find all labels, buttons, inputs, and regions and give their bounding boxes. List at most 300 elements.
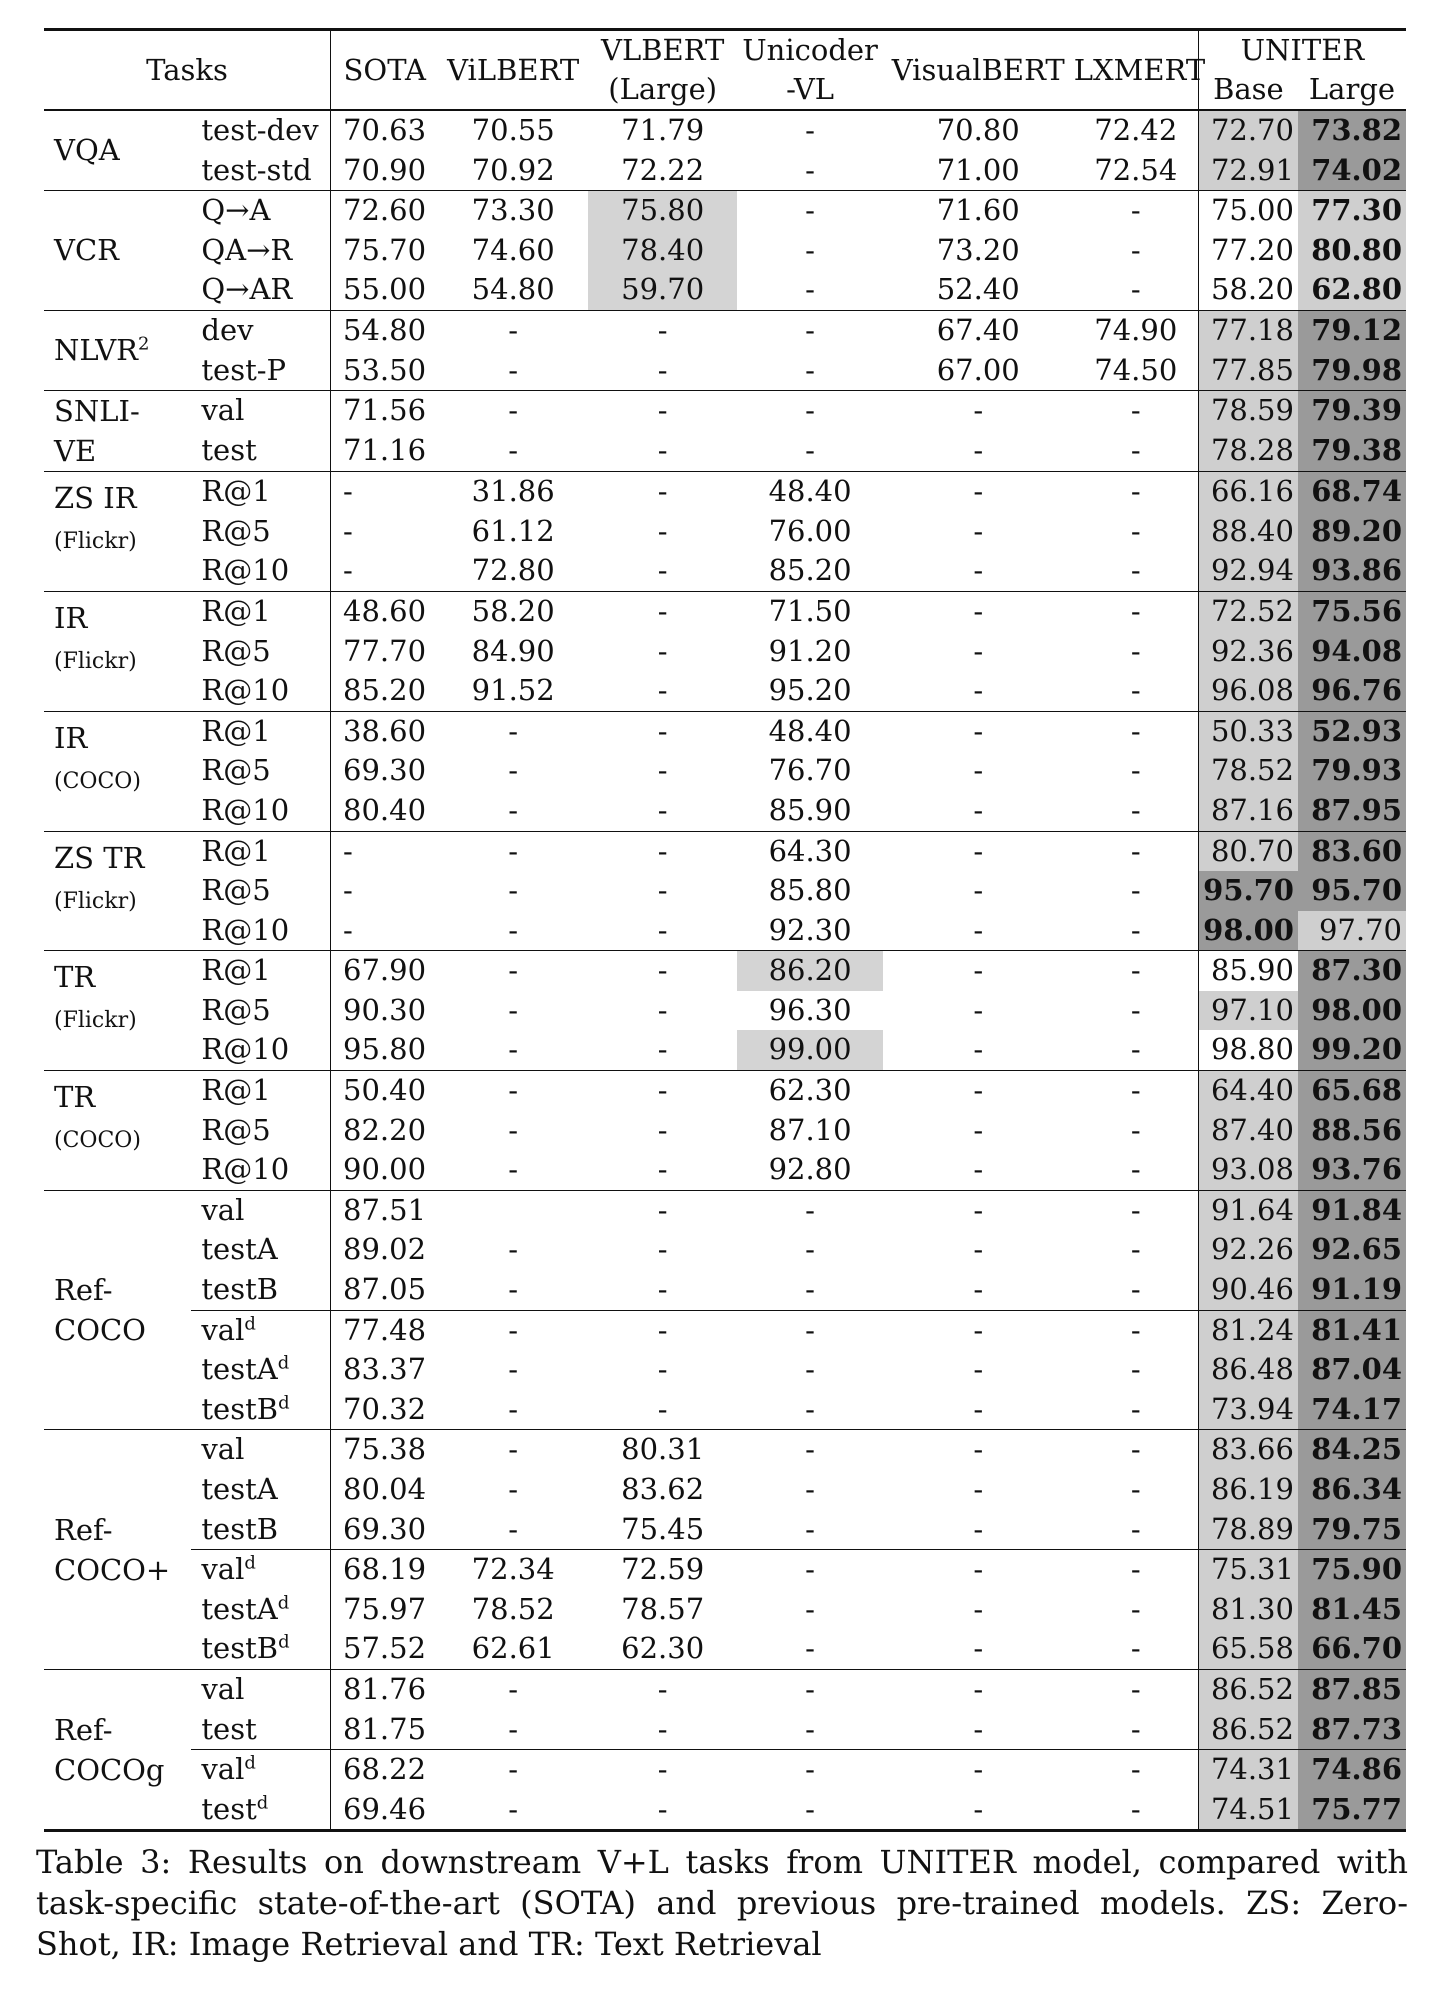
subtask-label: [191, 632, 330, 672]
cell-visualbert: -: [883, 1669, 1074, 1709]
cell-lxmert: -: [1130, 1272, 1141, 1307]
task-name: ZS TR: [54, 840, 145, 875]
cell-vlbert: -: [588, 1071, 737, 1111]
subtask-name: R@5: [201, 753, 271, 788]
cell-visualbert: -: [883, 1790, 1074, 1831]
cell-vlbert: -: [657, 792, 668, 827]
subtask-name: dev: [201, 312, 254, 347]
table-row: [44, 191, 1406, 231]
table-row: [44, 391, 1406, 432]
cell-lxmert: -: [1130, 792, 1141, 827]
cell-lxmert: -: [1130, 753, 1141, 788]
subtask-name: R@10: [201, 912, 290, 947]
cell-unicoder: -: [805, 1631, 815, 1666]
cell-visualbert: -: [883, 391, 1074, 432]
cell-uniter-large: 87.95: [1298, 791, 1406, 831]
table-row: [44, 751, 1406, 791]
cell-sota: 68.22: [331, 1750, 439, 1790]
task-label: [44, 472, 191, 592]
task-name-line2: COCO+: [54, 1552, 171, 1587]
cell-lxmert: -: [1074, 1430, 1199, 1470]
cell-unicoder: 85.20: [768, 553, 852, 588]
cell-sota: 67.90: [331, 951, 439, 991]
cell-visualbert: -: [883, 591, 1074, 631]
cell-unicoder: -: [737, 1430, 882, 1470]
table-row: [44, 791, 1406, 831]
cell-uniter-base: 75.31: [1198, 1550, 1298, 1590]
cell-lxmert: 72.42: [1074, 110, 1199, 151]
cell-uniter-large: 68.74: [1298, 472, 1406, 512]
subtask-name: test-dev: [201, 113, 319, 147]
cell-vlbert: 59.70: [588, 270, 737, 310]
cell-visualbert: -: [973, 673, 984, 708]
cell-uniter-large: 79.39: [1298, 391, 1406, 432]
cell-sota: -: [331, 831, 439, 871]
cell-vilbert: -: [508, 912, 519, 947]
cell-vlbert: -: [588, 310, 737, 350]
subtask-name: testB: [201, 1511, 279, 1546]
cell-vlbert: -: [657, 433, 668, 468]
cell-uniter-base: 86.19: [1198, 1470, 1298, 1510]
cell-uniter-large: 95.70: [1298, 871, 1406, 911]
cell-vlbert: -: [588, 1669, 737, 1709]
subtask-superscript: d: [244, 1312, 256, 1334]
cell-vlbert: 75.45: [621, 1511, 705, 1546]
cell-uniter-large: 86.34: [1298, 1470, 1406, 1510]
table-row: [44, 1270, 1406, 1310]
cell-visualbert: -: [883, 1190, 1074, 1230]
subtask-name: test-std: [201, 152, 312, 187]
cell-lxmert: -: [1130, 1032, 1141, 1067]
cell-vlbert: -: [657, 513, 668, 548]
cell-vilbert: 74.60: [471, 232, 555, 267]
cell-vilbert: -: [438, 1071, 587, 1111]
cell-vilbert: [438, 1190, 587, 1230]
table-row: [44, 591, 1406, 631]
subtask-name: R@5: [201, 513, 271, 548]
cell-sota: 70.32: [331, 1390, 439, 1430]
header-sota: SOTA: [331, 30, 439, 111]
subtask-superscript: d: [277, 1352, 290, 1374]
subtask-label: [191, 151, 330, 191]
subtask-label: [191, 472, 330, 512]
cell-sota: 75.97: [331, 1590, 439, 1630]
cell-sota: -: [331, 551, 439, 591]
subtask-name: R@1: [201, 474, 271, 509]
task-name-line2: COCO: [54, 1313, 146, 1348]
cell-visualbert: -: [973, 753, 984, 788]
subtask-label: [191, 1390, 330, 1430]
cell-lxmert: -: [1074, 711, 1199, 751]
cell-vlbert: -: [588, 591, 737, 631]
cell-uniter-base: 78.28: [1198, 431, 1298, 472]
cell-visualbert: 70.80: [883, 110, 1074, 151]
table-row: [44, 632, 1406, 672]
cell-uniter-base: 81.30: [1198, 1590, 1298, 1630]
cell-uniter-base: 91.64: [1198, 1190, 1298, 1230]
table-row: [44, 512, 1406, 552]
task-label: [44, 310, 191, 390]
table-row: [44, 1470, 1406, 1510]
cell-lxmert: -: [1130, 272, 1141, 307]
subtask-label: [191, 110, 330, 151]
cell-vilbert: 70.92: [471, 152, 555, 187]
cell-lxmert: -: [1074, 1310, 1199, 1350]
cell-lxmert: 74.50: [1094, 352, 1178, 387]
cell-vlbert: -: [588, 1190, 737, 1230]
cell-visualbert: 73.20: [936, 232, 1020, 267]
cell-vilbert: -: [438, 310, 587, 350]
cell-sota: 80.40: [331, 791, 439, 831]
cell-sota: 50.40: [331, 1071, 439, 1111]
cell-unicoder: 85.80: [768, 873, 852, 908]
subtask-label: [191, 1150, 330, 1190]
cell-visualbert: -: [883, 1430, 1074, 1470]
task-name: TR: [54, 1080, 96, 1115]
subtask-name: val: [201, 1312, 245, 1347]
task-name-line2: COCOg: [54, 1752, 165, 1787]
cell-sota: 83.37: [331, 1350, 439, 1390]
subtask-label: [191, 1111, 330, 1151]
subtask-label: [191, 551, 330, 591]
cell-vilbert: -: [508, 753, 519, 788]
task-dataset: (Flickr): [54, 1008, 137, 1034]
table-row: [44, 871, 1406, 911]
cell-unicoder: 62.30: [737, 1071, 882, 1111]
results-table: [44, 28, 1406, 1832]
cell-vilbert: 70.55: [438, 110, 587, 151]
table-row: [44, 991, 1406, 1031]
cell-uniter-large: 79.93: [1298, 751, 1406, 791]
table-row: [44, 1230, 1406, 1270]
cell-uniter-large: 88.56: [1298, 1111, 1406, 1151]
cell-lxmert: -: [1130, 633, 1141, 668]
cell-sota: 68.19: [331, 1550, 439, 1590]
cell-lxmert: -: [1130, 553, 1141, 588]
cell-visualbert: -: [973, 1272, 984, 1307]
cell-vilbert: -: [438, 391, 587, 432]
task-label: [44, 831, 191, 951]
cell-visualbert: 52.40: [936, 272, 1020, 307]
subtask-name: R@10: [201, 792, 290, 827]
task-name: VCR: [54, 232, 119, 267]
subtask-name: test: [201, 1711, 257, 1746]
cell-uniter-base: 77.20: [1198, 231, 1298, 271]
cell-vlbert: -: [657, 1152, 668, 1187]
cell-uniter-large: 87.04: [1298, 1350, 1406, 1390]
cell-lxmert: -: [1130, 1112, 1141, 1147]
cell-lxmert: -: [1130, 232, 1141, 267]
cell-vilbert: 54.80: [471, 272, 555, 307]
table-row: [44, 1350, 1406, 1390]
cell-uniter-large: 81.45: [1298, 1590, 1406, 1630]
table-row: [44, 911, 1406, 951]
table-caption: Table 3: Results on downstream V+L tasks from UNITER model, compared with task-specific state-of-the-art (SOTA) and previous pre-trained models. ZS: Zero-Shot, IR: Image Retrieval and TR: Text Retrieval: [36, 1843, 1408, 1963]
cell-uniter-base: 92.94: [1198, 551, 1298, 591]
task-name: Ref-: [54, 1512, 113, 1547]
task-name-line2: VE: [54, 434, 97, 469]
cell-uniter-base: 74.51: [1198, 1790, 1298, 1831]
cell-uniter-base: 72.52: [1198, 591, 1298, 631]
subtask-name: R@5: [201, 1112, 271, 1147]
cell-sota: 87.51: [331, 1190, 439, 1230]
cell-sota: 55.00: [331, 270, 439, 310]
cell-uniter-base: 81.24: [1198, 1310, 1298, 1350]
cell-uniter-base: 74.31: [1198, 1750, 1298, 1790]
cell-unicoder: 91.20: [768, 633, 852, 668]
subtask-label: [191, 191, 330, 231]
cell-sota: 80.04: [331, 1470, 439, 1510]
cell-sota: 85.20: [331, 671, 439, 711]
cell-vilbert: -: [508, 1152, 519, 1187]
cell-vilbert: 72.34: [438, 1550, 587, 1590]
cell-uniter-large: 91.84: [1298, 1190, 1406, 1230]
subtask-label: [191, 991, 330, 1031]
cell-vlbert: 71.79: [588, 110, 737, 151]
cell-unicoder: -: [737, 391, 882, 432]
subtask-name: testA: [201, 1232, 278, 1267]
cell-vilbert: -: [508, 1232, 519, 1267]
cell-sota: 89.02: [331, 1230, 439, 1270]
cell-uniter-base: 64.40: [1198, 1071, 1298, 1111]
header-unicoder-vl: -VL: [786, 72, 835, 106]
cell-sota: -: [331, 871, 439, 911]
cell-lxmert: -: [1130, 1711, 1141, 1746]
cell-unicoder: -: [805, 232, 815, 267]
cell-visualbert: -: [973, 1352, 984, 1387]
subtask-label: [191, 1710, 330, 1750]
cell-vilbert: -: [438, 1310, 587, 1350]
subtask-name: R@5: [201, 992, 271, 1027]
subtask-label: [191, 1350, 330, 1390]
cell-vlbert: -: [657, 1391, 668, 1426]
task-label: [44, 1071, 191, 1191]
cell-visualbert: 71.00: [936, 152, 1020, 187]
cell-uniter-large: 89.20: [1298, 512, 1406, 552]
cell-uniter-large: 83.60: [1298, 831, 1406, 871]
subtask-name: test: [201, 433, 257, 468]
table-row: [44, 351, 1406, 391]
subtask-superscript: d: [277, 1592, 290, 1614]
cell-lxmert: -: [1074, 191, 1199, 231]
cell-sota: -: [331, 512, 439, 552]
cell-visualbert: -: [883, 711, 1074, 751]
task-name: Ref-: [54, 1712, 113, 1747]
cell-visualbert: -: [883, 1310, 1074, 1350]
subtask-label: [191, 1071, 330, 1111]
table-row: [44, 1190, 1406, 1230]
subtask-label: [191, 671, 330, 711]
cell-unicoder: -: [805, 1272, 815, 1307]
cell-uniter-large: 97.70: [1298, 911, 1406, 951]
cell-visualbert: -: [973, 513, 984, 548]
subtask-label: [191, 1470, 330, 1510]
table-row: [44, 1390, 1406, 1430]
cell-vlbert: -: [657, 673, 668, 708]
header-uniter: UNITER: [1198, 30, 1406, 71]
task-name: IR: [54, 600, 88, 635]
cell-uniter-large: 91.19: [1298, 1270, 1406, 1310]
cell-uniter-base: 92.36: [1198, 632, 1298, 672]
cell-vilbert: 58.20: [438, 591, 587, 631]
subtask-label: [191, 1430, 330, 1470]
cell-uniter-large: 87.85: [1298, 1669, 1406, 1709]
table-row: [44, 1669, 1406, 1709]
header-vilbert: ViLBERT: [438, 30, 587, 111]
cell-uniter-base: 78.52: [1198, 751, 1298, 791]
cell-sota: 81.76: [331, 1669, 439, 1709]
cell-unicoder: -: [805, 272, 815, 307]
cell-vlbert: 62.30: [621, 1631, 705, 1666]
cell-vilbert: -: [508, 1391, 519, 1426]
table-row: [44, 310, 1406, 350]
cell-vlbert: 75.80: [588, 191, 737, 231]
subtask-name: val: [201, 1752, 245, 1787]
header-visualbert: VisualBERT: [883, 30, 1074, 111]
cell-uniter-large: 99.20: [1298, 1030, 1406, 1070]
subtask-label: [191, 1230, 330, 1270]
cell-vlbert: -: [657, 633, 668, 668]
cell-vlbert: -: [657, 1112, 668, 1147]
cell-uniter-large: 84.25: [1298, 1430, 1406, 1470]
cell-vilbert: 73.30: [438, 191, 587, 231]
task-label: [44, 951, 191, 1071]
cell-sota: 71.16: [331, 431, 439, 472]
cell-unicoder: 76.70: [768, 753, 852, 788]
cell-visualbert: -: [883, 472, 1074, 512]
cell-vilbert: 72.80: [471, 553, 555, 588]
cell-lxmert: -: [1074, 1790, 1199, 1831]
cell-vilbert: -: [508, 1352, 519, 1387]
task-name: SNLI-: [54, 394, 140, 429]
cell-vlbert: -: [588, 1310, 737, 1350]
cell-visualbert: -: [883, 1071, 1074, 1111]
subtask-label: [191, 951, 330, 991]
cell-visualbert: -: [883, 951, 1074, 991]
cell-sota: 77.70: [331, 632, 439, 672]
task-dataset: (Flickr): [54, 648, 137, 674]
subtask-label: [191, 1629, 330, 1669]
cell-unicoder: 87.10: [768, 1112, 852, 1147]
task-name: VQA: [54, 132, 120, 167]
subtask-name: R@5: [201, 633, 271, 668]
cell-sota: 82.20: [331, 1111, 439, 1151]
cell-lxmert: -: [1074, 951, 1199, 991]
cell-vlbert: -: [657, 1272, 668, 1307]
cell-uniter-base: 83.66: [1198, 1430, 1298, 1470]
cell-vilbert: -: [438, 951, 587, 991]
cell-vilbert: -: [438, 831, 587, 871]
cell-visualbert: 67.40: [883, 310, 1074, 350]
cell-uniter-large: 52.93: [1298, 711, 1406, 751]
cell-vlbert: -: [657, 912, 668, 947]
cell-sota: 75.38: [331, 1430, 439, 1470]
task-label: [44, 711, 191, 831]
subtask-name: testA: [201, 1352, 278, 1387]
cell-lxmert: -: [1130, 1352, 1141, 1387]
subtask-name: R@10: [201, 1152, 290, 1187]
cell-visualbert: -: [973, 1391, 984, 1426]
header-tasks: Tasks: [44, 30, 331, 111]
header-unicoder: Unicoder: [737, 30, 882, 71]
subtask-superscript: d: [278, 1392, 290, 1414]
task-label: [44, 591, 191, 711]
cell-uniter-base: 73.94: [1198, 1390, 1298, 1430]
cell-sota: 54.80: [331, 310, 439, 350]
cell-visualbert: -: [973, 433, 984, 468]
cell-uniter-large: 73.82: [1298, 110, 1406, 151]
table-row: [44, 831, 1406, 871]
cell-vlbert: -: [588, 831, 737, 871]
subtask-name: val: [201, 1552, 245, 1587]
cell-vilbert: -: [508, 352, 519, 387]
cell-unicoder: -: [805, 1352, 815, 1387]
subtask-name: val: [201, 1432, 245, 1467]
subtask-label: [191, 231, 330, 271]
cell-unicoder: 64.30: [737, 831, 882, 871]
cell-uniter-base: 87.40: [1198, 1111, 1298, 1151]
cell-vlbert: 80.31: [588, 1430, 737, 1470]
cell-lxmert: -: [1130, 1472, 1141, 1506]
table-row: [44, 1590, 1406, 1630]
cell-lxmert: -: [1130, 1152, 1141, 1187]
cell-visualbert: -: [973, 1631, 984, 1666]
cell-uniter-large: 66.70: [1298, 1629, 1406, 1669]
subtask-label: [191, 751, 330, 791]
table-row: [44, 1310, 1406, 1350]
subtask-label: [191, 431, 330, 472]
cell-vilbert: -: [508, 873, 519, 908]
cell-lxmert: -: [1130, 1511, 1141, 1546]
subtask-superscript: d: [244, 1552, 256, 1574]
subtask-name: R@10: [201, 1032, 290, 1067]
cell-lxmert: -: [1130, 873, 1141, 908]
cell-vlbert: -: [657, 1711, 668, 1746]
subtask-name: R@1: [201, 953, 271, 988]
cell-lxmert: -: [1074, 1190, 1199, 1230]
cell-vilbert: -: [508, 792, 519, 827]
subtask-name: testB: [201, 1272, 279, 1307]
cell-uniter-base: 90.46: [1198, 1270, 1298, 1310]
cell-uniter-base: 75.00: [1198, 191, 1298, 231]
cell-vilbert: 84.90: [471, 633, 555, 668]
subtask-label: [191, 1550, 330, 1590]
task-superscript: 2: [137, 333, 150, 355]
cell-sota: -: [331, 472, 439, 512]
task-name: Ref-: [54, 1273, 113, 1308]
task-label: [44, 191, 191, 311]
cell-unicoder: -: [737, 1790, 882, 1831]
task-label: [44, 110, 191, 191]
cell-unicoder: -: [737, 1750, 882, 1790]
cell-lxmert: -: [1074, 1071, 1199, 1111]
cell-vlbert: 83.62: [621, 1472, 705, 1506]
cell-unicoder: -: [805, 1391, 815, 1426]
header-uniter-large: Large: [1308, 72, 1396, 106]
cell-unicoder: 85.90: [768, 792, 852, 827]
cell-lxmert: -: [1130, 1631, 1141, 1666]
cell-uniter-large: 65.68: [1298, 1071, 1406, 1111]
cell-unicoder: -: [805, 152, 815, 187]
cell-visualbert: -: [973, 873, 984, 908]
header-lxmert: LXMERT: [1074, 30, 1199, 111]
cell-uniter-large: 96.76: [1298, 671, 1406, 711]
subtask-name: R@1: [201, 593, 271, 628]
cell-uniter-base: 98.00: [1198, 911, 1298, 951]
cell-uniter-base: 87.16: [1198, 791, 1298, 831]
subtask-superscript: d: [256, 1792, 269, 1814]
table-row: [44, 1150, 1406, 1190]
